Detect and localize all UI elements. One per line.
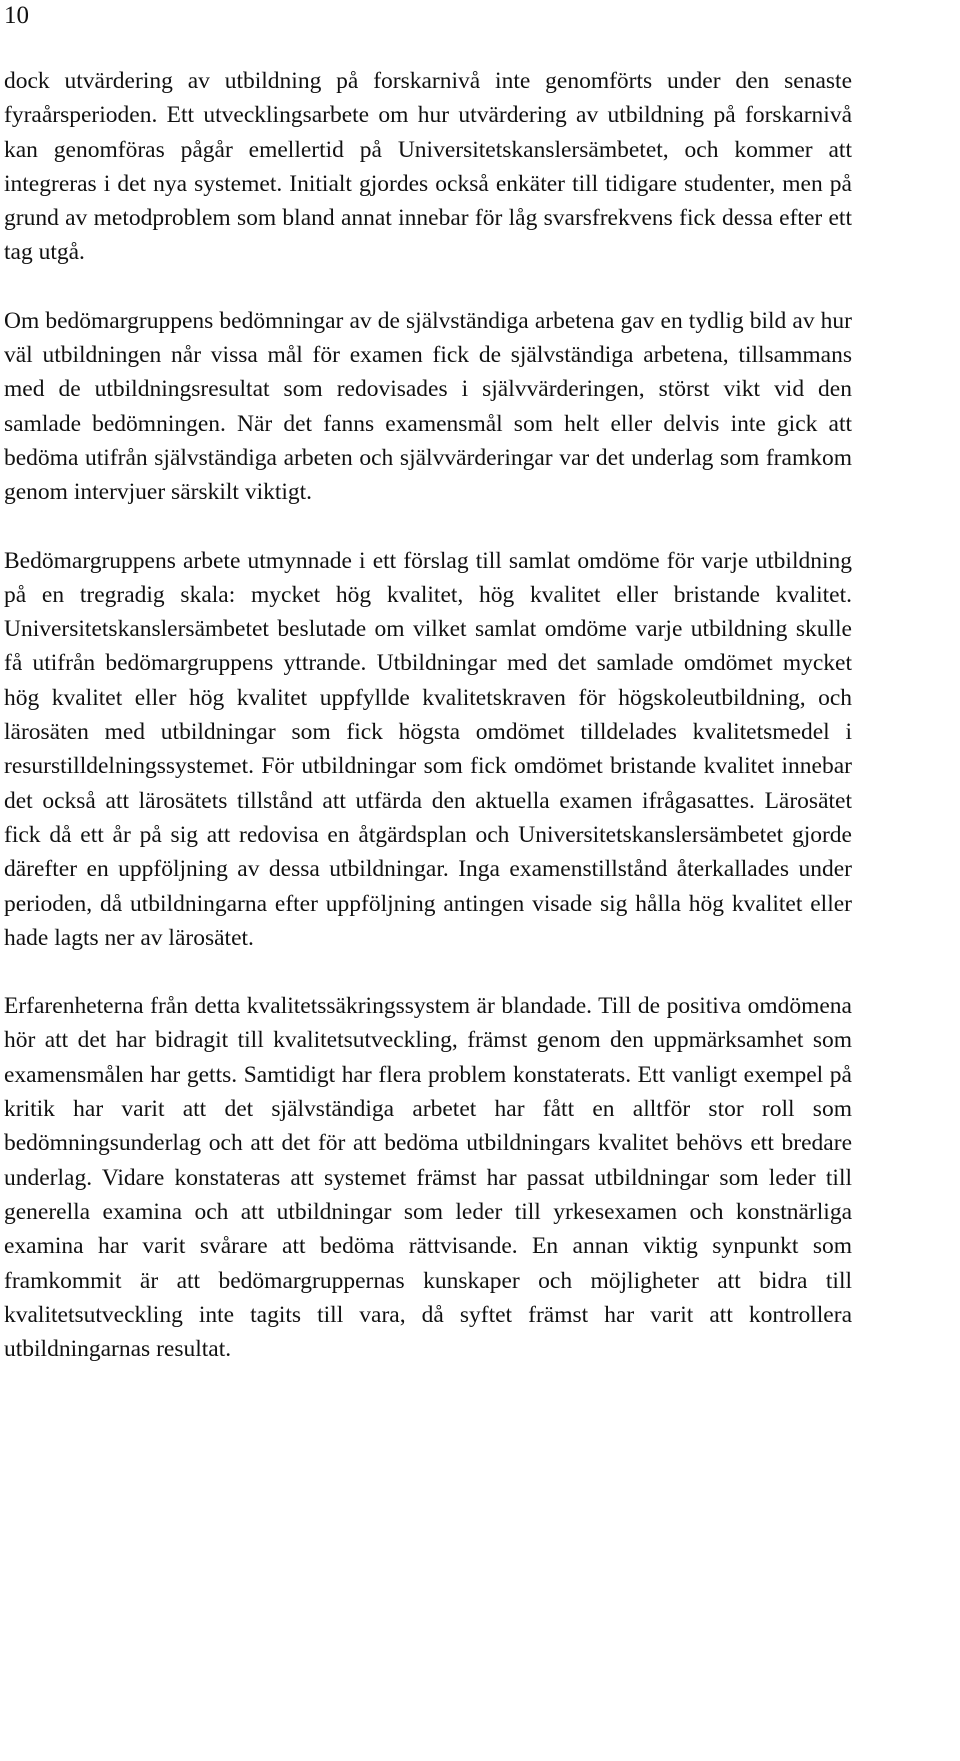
paragraph-1: dock utvärdering av utbildning på forskarnivå inte genomförts under den senaste fyraårsperioden. Ett utvecklingsarbete om hur utvärdering av utbildning på forskarnivå kan genomföras pågår emellertid på Universitetskanslersämbetet, och kommer att integreras i det nya systemet. Initialt gjordes också enkäter till tidigare studenter, men på grund av metodproblem som bland annat innebar för låg svarsfrekvens fick dessa efter ett tag utgå. xyxy=(4,68,852,266)
page-number: 10 xyxy=(4,2,29,29)
paragraph-3: Bedömargruppens arbete utmynnade i ett förslag till samlat omdöme för varje utbildning på en tregradig skala: mycket hög kvalitet, hög kvalitet eller bristande kvalitet. Universitetskanslersämbetet beslutade om vilket samlat omdöme varje utbildning skulle få utifrån bedömargruppens yttrande. Utbildningar med det samlade omdömet mycket hög kvalitet eller hög kvalitet uppfyllde kvalitetskraven för högskoleutbildning, och lärosäten med utbildningar som fick högsta omdömet tilldelades kvalitetsmedel i resurstilldelningssystemet. För utbildningar som fick omdömet bristande kvalitet innebar det också att lärosätets tillstånd att utfärda den aktuella examen ifrågasattes. Lärosätet fick då ett år på sig att redovisa en åtgärdsplan och Universitetskanslersämbetet gjorde därefter en uppföljning av dessa utbildningar. Inga examenstillstånd återkallades under perioden, då utbildningarna efter uppföljning antingen visade sig hålla hög kvalitet eller hade lagts ner av lärosätet. xyxy=(4,547,852,951)
paragraph-4: Erfarenheterna från detta kvalitetssäkringssystem är blandade. Till de positiva omdömena hör att det har bidragit till kvalitetsutveckling, främst genom den uppmärksamhet som examensmålen har getts. Samtidigt har flera problem konstaterats. Ett vanligt exempel på kritik har varit att det självständiga arbetet har fått en alltför stor roll som bedömningsunderlag och att det för att bedöma utbildningars kvalitet behövs ett bredare underlag. Vidare konstateras att systemet främst har passat utbildningar som leder till generella examina och att utbildningar som leder till yrkesexamen och konstnärliga examina har varit svårare att bedöma rättvisande. En annan viktig synpunkt som framkommit är att bedömargruppernas kunskaper och möjligheter att bidra till kvalitetsutveckling inte tagits till vara, då syftet främst har varit att kontrollera utbildningarnas resultat. xyxy=(4,993,852,1363)
body-text xyxy=(4,64,852,1366)
paragraph-2: Om bedömargruppens bedömningar av de självständiga arbetena gav en tydlig bild av hur väl utbildningen når vissa mål för examen fick de självständiga arbetena, tillsammans med de utbildningsresultat som redovisades i självvärderingen, störst vikt vid den samlade bedömningen. När det fanns examensmål som helt eller delvis inte gick att bedöma utifrån självständiga arbeten och självvärderingar var det underlag som framkom genom intervjuer särskilt viktigt. xyxy=(4,307,852,506)
